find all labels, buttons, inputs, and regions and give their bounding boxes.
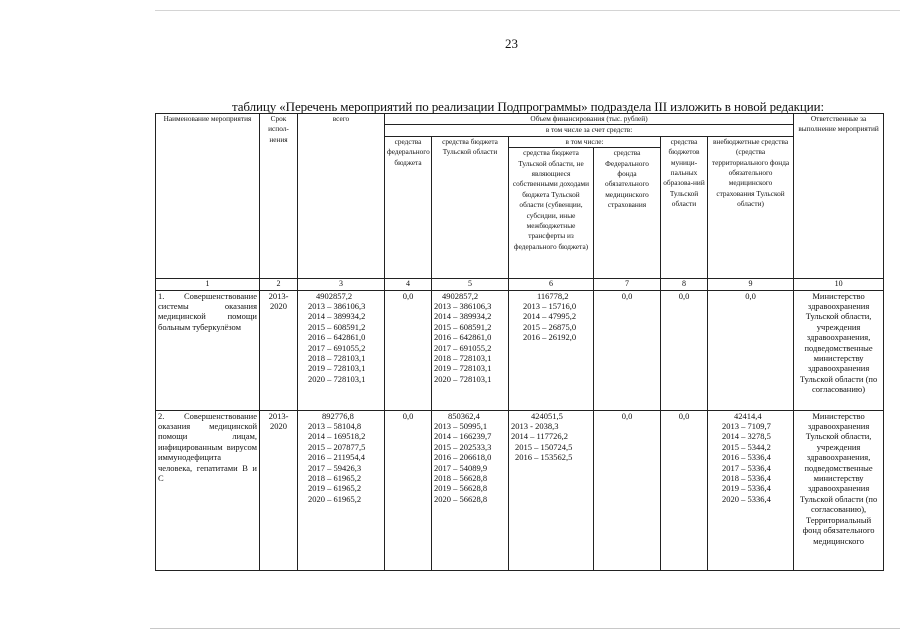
amount-line: 2014 – 3278,5 (722, 431, 771, 442)
amount-line: 2015 – 202533,3 (434, 441, 492, 452)
amount-line: 4902857,2 (316, 290, 353, 301)
federal-amount: 0,0 (385, 410, 432, 570)
total-amounts (298, 410, 385, 570)
header-extrabudget: внебюджетные средства (средства территориального фонда обязательного медицинского страхования Тульской области) (708, 136, 794, 278)
header-federal: средства федерального бюджета (385, 136, 432, 278)
activities-table (155, 113, 884, 571)
activity-term: 2013-2020 (260, 290, 298, 410)
amount-line: 2020 – 728103,1 (434, 373, 492, 384)
table-row (156, 410, 884, 570)
amount-line: 2013 – 50995,1 (434, 421, 488, 432)
amount-line: 2013 – 386106,3 (434, 301, 492, 312)
table-row (156, 290, 884, 410)
amount-line: 2017 – 691055,2 (434, 342, 492, 353)
amount-line: 2019 – 728103,1 (434, 363, 492, 374)
amount-line: 424051,5 (531, 410, 563, 421)
column-number: 5 (432, 279, 509, 290)
amount-line: 850362,4 (448, 410, 480, 421)
amount-line: 2016 – 26192,0 (523, 332, 577, 343)
amount-line: 2015 – 608591,2 (308, 321, 366, 332)
amount-line: 2015 – 26875,0 (523, 321, 577, 332)
header-term: Срок испол-нения (260, 114, 298, 279)
amount-line: 2013 – 15716,0 (523, 301, 577, 312)
column-number: 9 (708, 279, 794, 290)
amount-line: 2016 – 211954,4 (308, 452, 366, 463)
header-regional: средства бюджета Тульской области (432, 136, 509, 278)
amount-line: 2019 – 5336,4 (722, 483, 771, 494)
header-regional-own: средства бюджета Тульской области, не являющиеся собственными доходами бюджета Тульской области (субвенции, субсидии, иные межбюджетные трансферты из федерального бюджета) (509, 148, 594, 279)
column-number: 8 (661, 279, 708, 290)
amount-line: 2019 – 61965,2 (308, 483, 362, 494)
amount-line: 2020 – 5336,4 (722, 493, 771, 504)
amount-line: 2020 – 728103,1 (308, 373, 366, 384)
column-number: 6 (509, 279, 594, 290)
header-total: всего (298, 114, 385, 279)
header-name: Наименование мероприятия (156, 114, 260, 279)
amount-line: 2014 – 169518,2 (308, 431, 366, 442)
header-ffoms: средства Федерального фонда обязательного медицинского страхования (594, 148, 661, 279)
amount-line: 116778,2 (537, 290, 569, 301)
amount-line: 2018 – 56628,8 (434, 473, 488, 484)
municipal-amount: 0,0 (661, 410, 708, 570)
responsible: Министерство здравоохранения Тульской области, учреждения здравоохранения, подведомственные министерству здравоохранения Тульской области (по согласованию) (794, 290, 884, 410)
amount-line: 2013 – 386106,3 (308, 301, 366, 312)
ffoms-amount: 0,0 (594, 410, 661, 570)
top-rule (155, 10, 900, 11)
activity-name: 1. Совершенствование системы оказания медицинской помощи больным туберкулёзом (156, 290, 260, 410)
amount-line: 2017 – 59426,3 (308, 462, 362, 473)
amount-line: 2016 – 153562,5 (515, 452, 573, 463)
amount-line: 2018 – 728103,1 (308, 353, 366, 364)
intro-text: таблицу «Перечень мероприятий по реализации Подпрограммы» подраздела III изложить в новой редакции: (232, 99, 824, 114)
amount-line: 892776,8 (322, 410, 354, 421)
amount-line: 2018 – 728103,1 (434, 353, 492, 364)
regional-own-amounts (509, 410, 594, 570)
amount-line: 2017 – 54089,9 (434, 462, 488, 473)
amount-line: 2014 – 117726,2 (511, 431, 569, 442)
bottom-rule (150, 628, 900, 629)
header-responsible: Ответственные за выполнение мероприятий (794, 114, 884, 279)
amount-line: 2016 – 5336,4 (722, 452, 771, 463)
amount-line: 2020 – 56628,8 (434, 493, 488, 504)
amount-line: 2019 – 728103,1 (308, 363, 366, 374)
amount-line: 2016 – 642861,0 (434, 332, 492, 343)
extrabudget-amounts (708, 410, 794, 570)
column-number: 10 (794, 279, 884, 290)
amount-line: 2016 – 642861,0 (308, 332, 366, 343)
responsible: Министерство здравоохранения Тульской области, учреждения здравоохранения, подведомственные министерству здравоохранения Тульской области (по согласованию), Территориальный фонд обязательного медицинского (794, 410, 884, 570)
amount-line: 2016 – 206618,0 (434, 452, 492, 463)
amount-line: 2020 – 61965,2 (308, 493, 362, 504)
header-municipal: средства бюджетов муници-пальных образова-ний Тульской области (661, 136, 708, 278)
amount-line: 42414,4 (734, 410, 762, 421)
header-volume: Объем финансирования (тыс. рублей) (385, 114, 794, 125)
amount-line: 2014 – 166239,7 (434, 431, 492, 442)
amount-line: 2018 – 61965,2 (308, 473, 362, 484)
column-number: 1 (156, 279, 260, 290)
activity-term: 2013-2020 (260, 410, 298, 570)
amount-line: 2015 – 608591,2 (434, 321, 492, 332)
amount-line: 4902857,2 (442, 290, 479, 301)
federal-amount: 0,0 (385, 290, 432, 410)
amount-line: 2015 – 5344,2 (722, 441, 771, 452)
amount-line: 2014 – 47995,2 (523, 311, 577, 322)
amount-line: 2014 – 389934,2 (308, 311, 366, 322)
amount-line: 2015 – 150724,5 (515, 441, 573, 452)
amount-line: 2014 – 389934,2 (434, 311, 492, 322)
amount-line: 2017 – 691055,2 (308, 342, 366, 353)
header-of-which: в том числе: (509, 136, 661, 147)
municipal-amount: 0,0 (661, 290, 708, 410)
amount-line: 2018 – 5336,4 (722, 473, 771, 484)
amount-line: 2013 – 7109,7 (722, 421, 771, 432)
column-number: 2 (260, 279, 298, 290)
amount-line: 2013 - 2038,3 (511, 421, 559, 432)
column-number-row (156, 279, 884, 290)
amount-line: 2017 – 5336,4 (722, 462, 771, 473)
amount-line: 2019 – 56628,8 (434, 483, 488, 494)
regional-amounts (432, 410, 509, 570)
column-number: 4 (385, 279, 432, 290)
regional-amounts (432, 290, 509, 410)
extrabudget-amount: 0,0 (708, 290, 794, 410)
activity-name: 2. Совершенствование оказания медицинской помощи лицам, инфицированным вирусом иммунодефицита человека, гепатитами В и С (156, 410, 260, 570)
regional-own-amounts (509, 290, 594, 410)
total-amounts (298, 290, 385, 410)
column-number: 3 (298, 279, 385, 290)
ffoms-amount: 0,0 (594, 290, 661, 410)
amount-line: 2015 – 207877,5 (308, 441, 366, 452)
amount-line: 2013 – 58104,8 (308, 421, 362, 432)
header-including: в том числе за счет средств: (385, 125, 794, 136)
page-number: 23 (505, 36, 518, 51)
column-number: 7 (594, 279, 661, 290)
